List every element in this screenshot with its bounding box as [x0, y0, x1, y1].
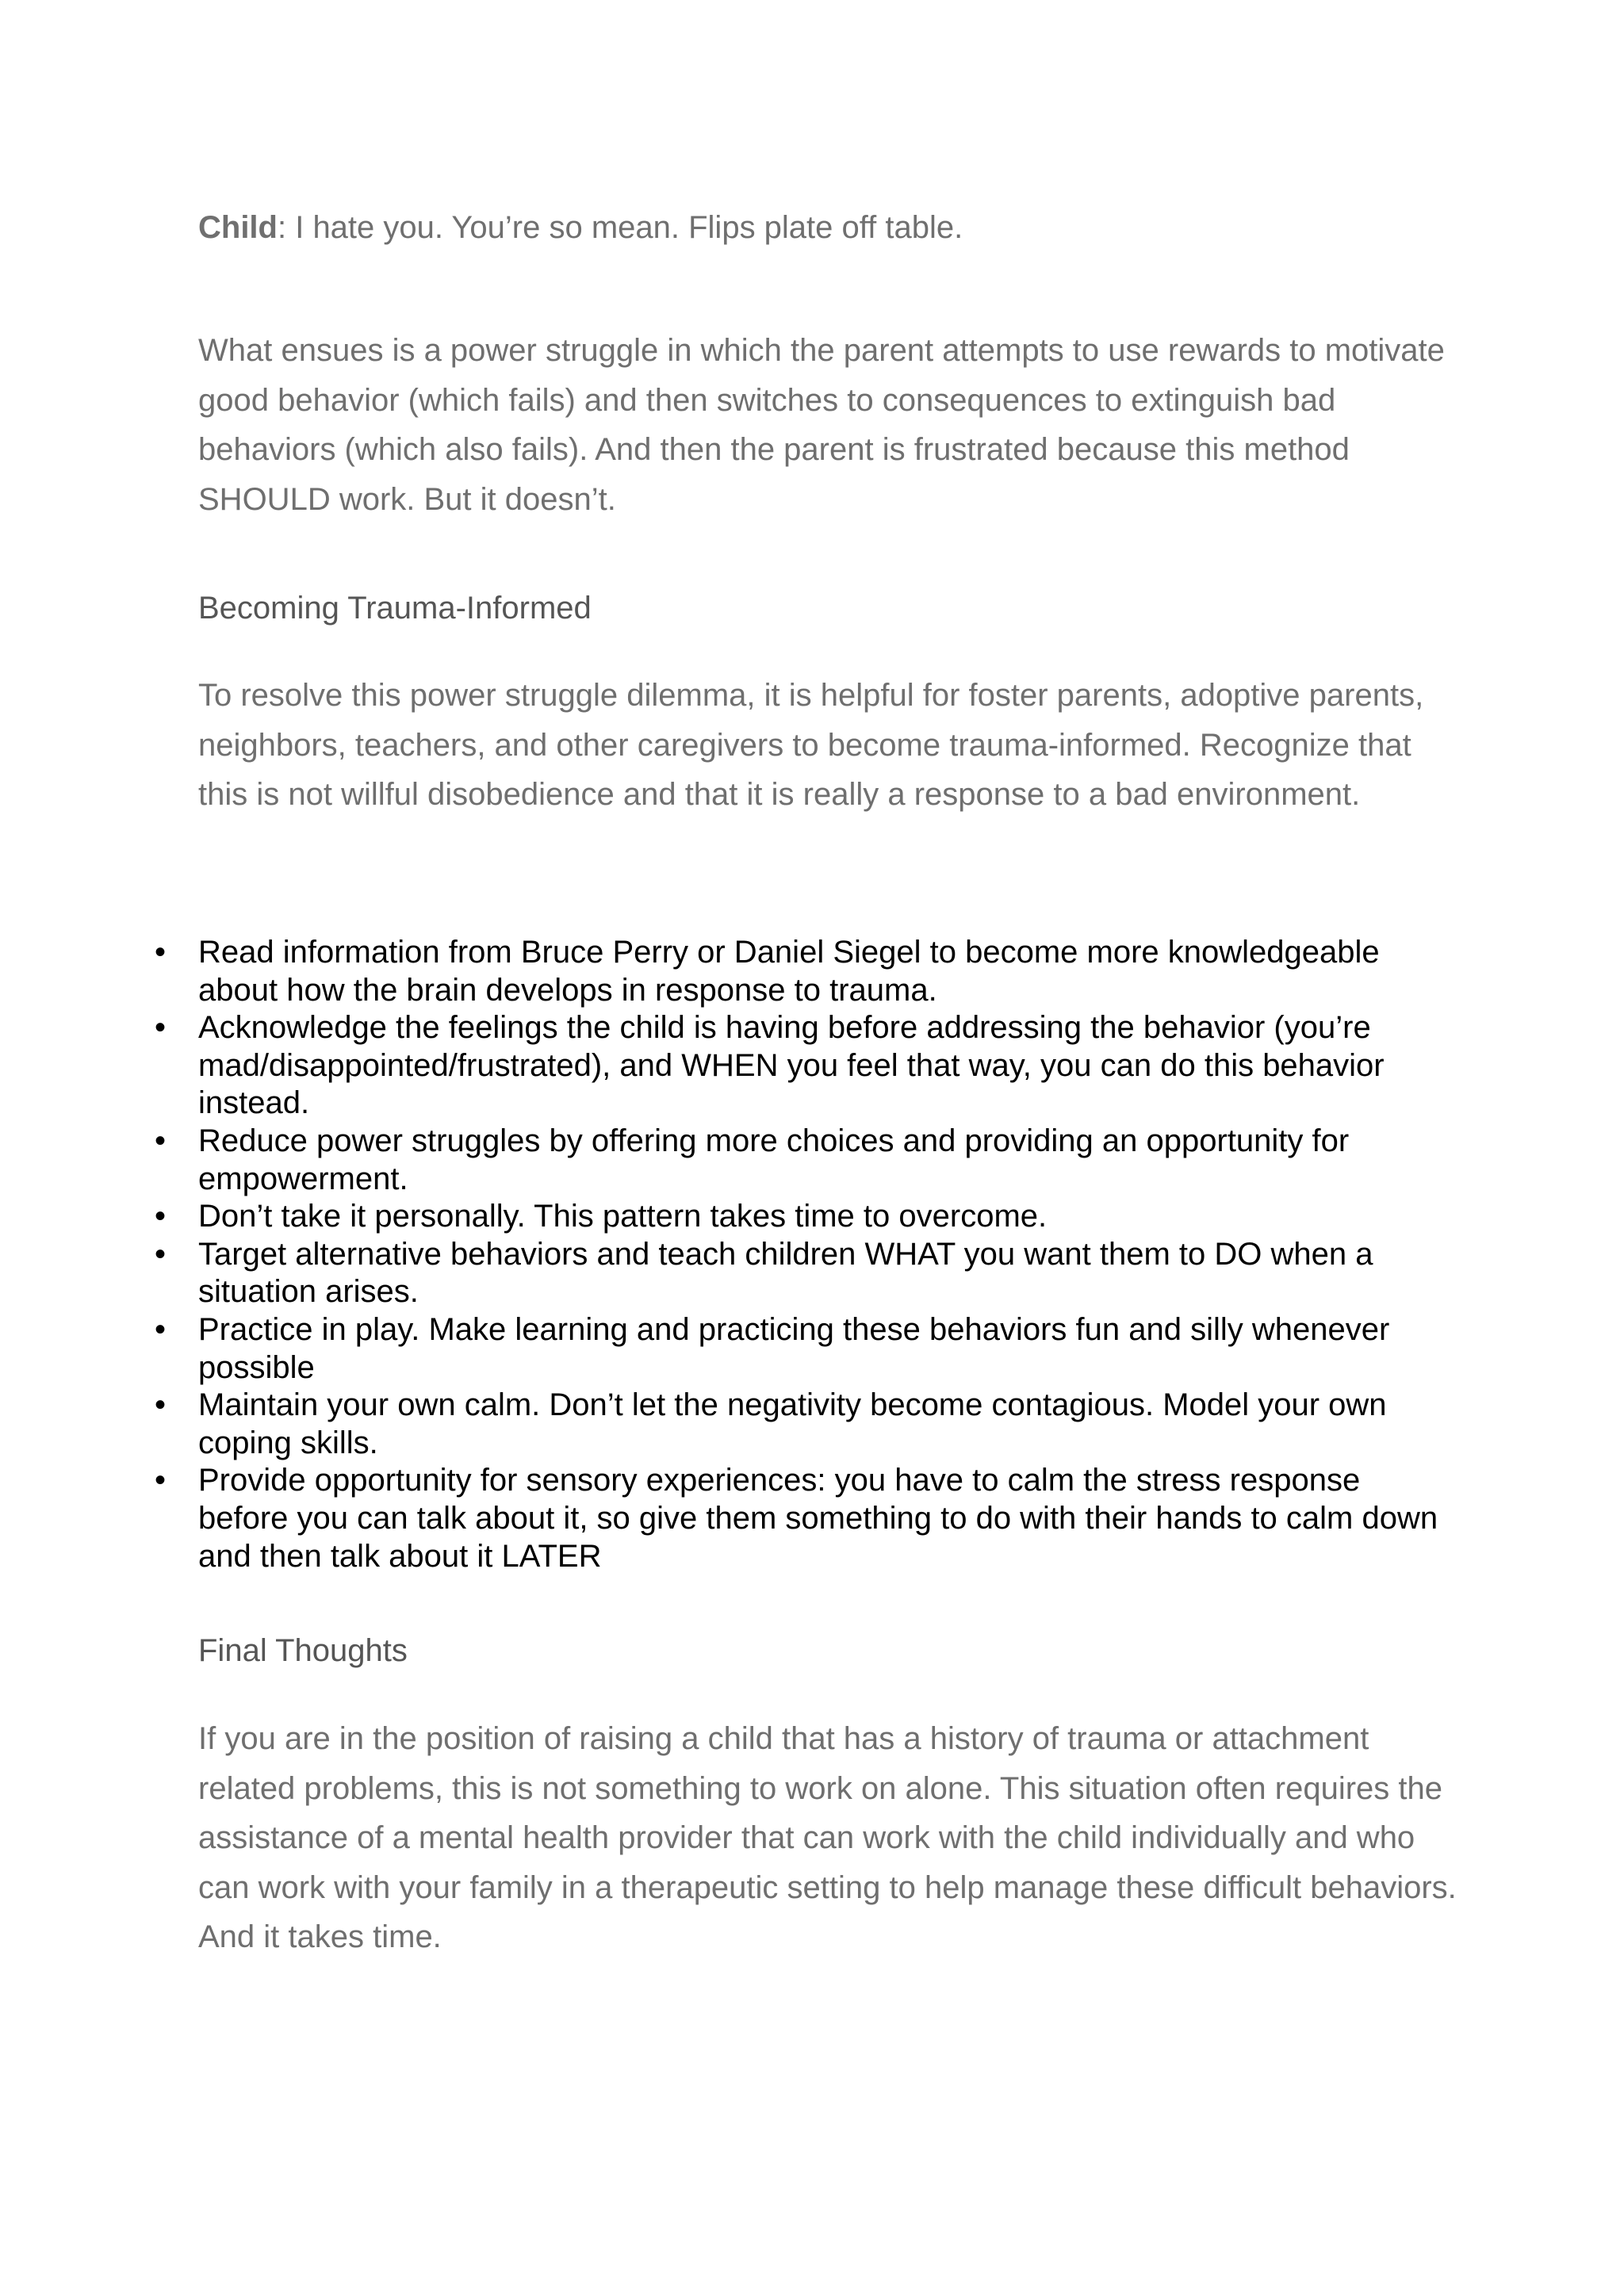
- list-item: [154, 1387, 1451, 1462]
- list-item: [154, 1198, 1451, 1236]
- list-item: [154, 1462, 1451, 1575]
- bullet-icon: •: [154, 935, 166, 970]
- bullet-icon: •: [154, 1311, 166, 1347]
- paragraph-power-struggle: What ensues is a power struggle in which the parent attempts to use rewards to motivate good behavior (which fails) and then switches to consequences to extinguish bad behaviors (which also fails). And then the parent is frustrated because this method SHOULD work. But it doesn’t.: [198, 333, 1445, 517]
- dialogue-text: : I hate you. You’re so mean. Flips plate off table.: [277, 210, 963, 245]
- strategies-bullet-list: [154, 934, 1451, 1575]
- bullet-icon: •: [154, 1236, 166, 1272]
- section-heading-trauma-informed: Becoming Trauma-Informed: [198, 591, 592, 626]
- bullet-icon: •: [154, 1387, 166, 1423]
- list-item: [154, 934, 1451, 1009]
- list-item-text: Don’t take it personally. This pattern takes time to overcome.: [198, 1199, 1048, 1234]
- list-item-text: Practice in play. Make learning and practicing these behaviors fun and silly whenever possible: [198, 1311, 1390, 1385]
- bullet-icon: •: [154, 1199, 166, 1234]
- list-item-text: Maintain your own calm. Don’t let the negativity become contagious. Model your own coping skills.: [198, 1387, 1387, 1460]
- bullet-icon: •: [154, 1010, 166, 1046]
- section-heading-final-thoughts: Final Thoughts: [198, 1633, 408, 1668]
- list-item-text: Acknowledge the feelings the child is having before addressing the behavior (you’re mad/disappointed/frustrated), and WHEN you feel that way, you can do this behavior instead.: [198, 1010, 1385, 1121]
- list-item-text: Provide opportunity for sensory experiences: you have to calm the stress response before you can talk about it, so give them something to do with their hands to calm down and then talk about it LATER: [198, 1463, 1438, 1574]
- list-item: [154, 1311, 1451, 1387]
- dialogue-line: [198, 208, 1467, 247]
- list-item: [154, 1236, 1451, 1311]
- list-item-text: Target alternative behaviors and teach children WHAT you want them to DO when a situation arises.: [198, 1236, 1373, 1310]
- paragraph-final-thoughts: If you are in the position of raising a child that has a history of trauma or attachment related problems, this is not something to work on alone. This situation often requires the assistance of a mental health provider that can work with the child individually and who can work with your family in a therapeutic setting to help manage these difficult behaviors. And it takes time.: [198, 1721, 1457, 1954]
- bullet-icon: •: [154, 1123, 166, 1158]
- list-item-text: Read information from Bruce Perry or Daniel Siegel to become more knowledgeable about how the brain develops in response to trauma.: [198, 935, 1380, 1008]
- bullet-icon: •: [154, 1463, 166, 1498]
- list-item-text: Reduce power struggles by offering more choices and providing an opportunity for empowerment.: [198, 1123, 1350, 1196]
- list-item: [154, 1009, 1451, 1123]
- paragraph-trauma-informed: To resolve this power struggle dilemma, it is helpful for foster parents, adoptive parents, neighbors, teachers, and other caregivers to become trauma-informed. Recognize that this is not willful disobedience and that it is really a response to a bad environment.: [198, 678, 1424, 812]
- list-item: [154, 1123, 1451, 1198]
- dialogue-speaker: Child: [198, 210, 278, 245]
